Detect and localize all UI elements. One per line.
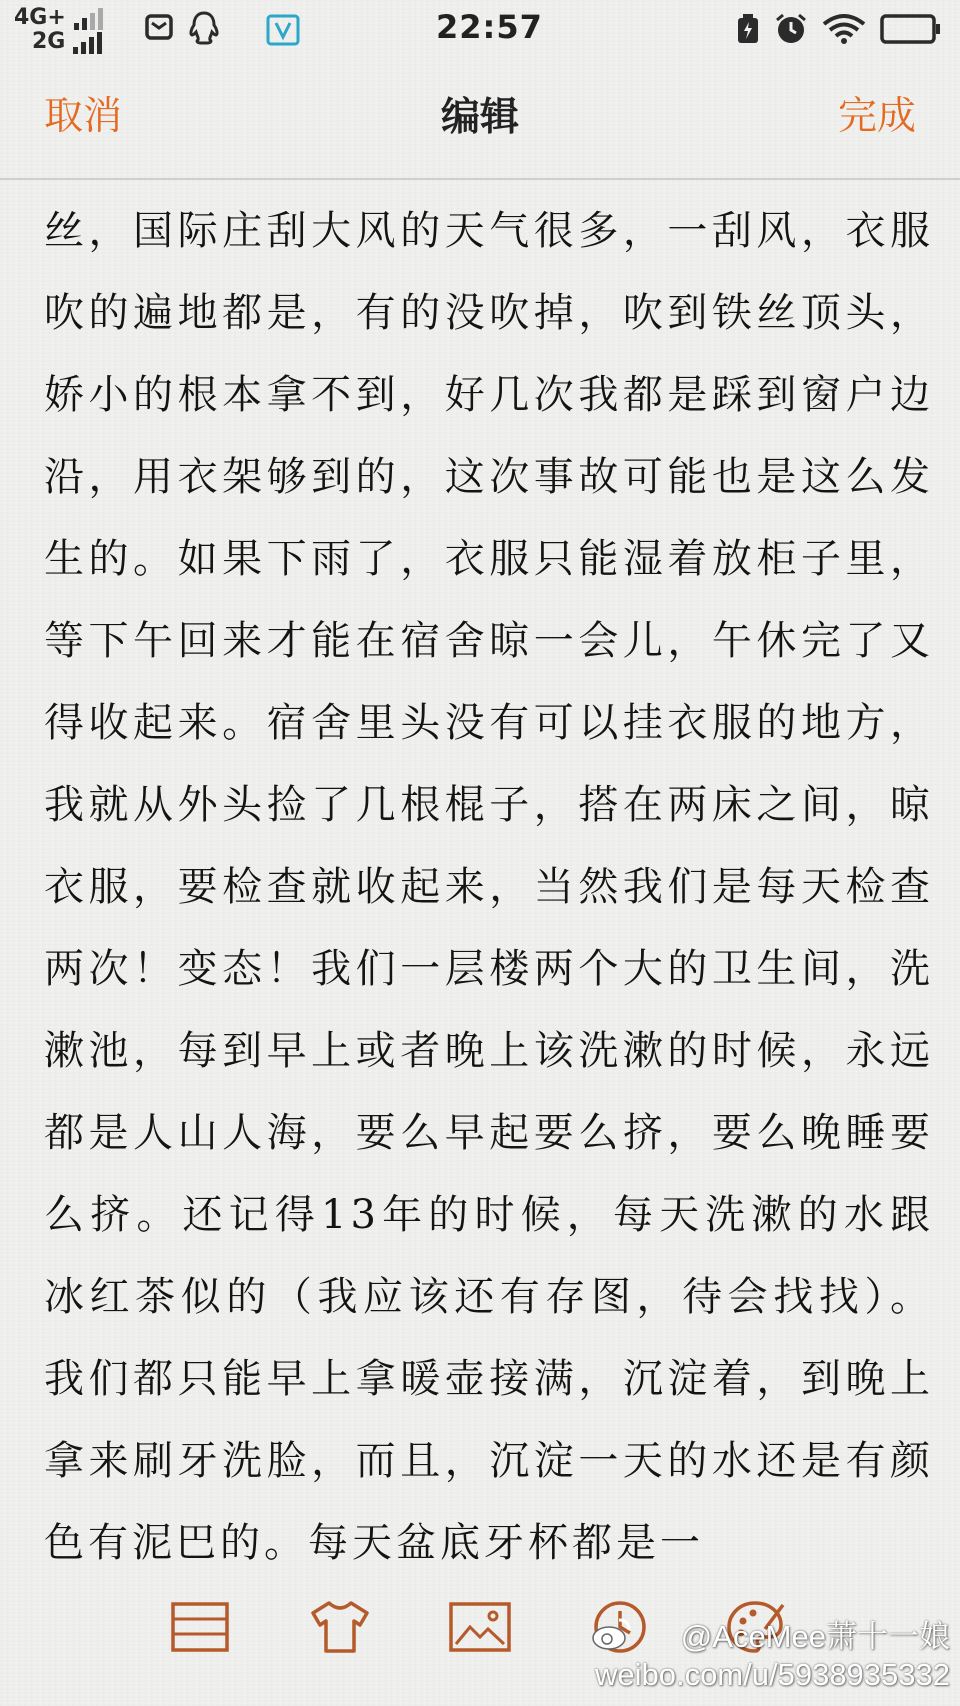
status-bar [0, 0, 960, 56]
palette-icon[interactable] [720, 1592, 790, 1662]
text-editor[interactable] [44, 190, 934, 1566]
page-title: 编辑 [440, 94, 519, 140]
battery-icon [880, 14, 942, 48]
shirt-icon[interactable] [305, 1592, 375, 1662]
wifi-icon [822, 14, 866, 48]
clock-icon[interactable] [585, 1592, 655, 1662]
editor-text[interactable]: 丝，国际庄刮大风的天气很多，一刮风，衣服吹的遍地都是，有的没吹掉，吹到铁丝顶头，娇小的根本拿不到，好几次我都是踩到窗户边沿，用衣架够到的，这次事故可能也是这么发生的。如果下雨了，衣服只能湿着放柜子里，等下午回来才能在宿舍晾一会儿，午休完了又得收起来。宿舍里头没有可以挂衣服的地方，我就从外头捡了几根棍子，搭在两床之间，晾衣服，要检查就收起来，当然我们是每天检查两次！变态！我们一层楼两个大的卫生间，洗漱池，每到早上或者晚上该洗漱的时候，永远都是人山人海，要么早起要么挤，要么晚睡要么挤。还记得13年的时候，每天洗漱的水跟冰红茶似的（我应该还有存图，待会找找）。我们都只能早上拿暖壶接满，沉淀着，到晚上拿来刷牙洗脸，而且，沉淀一天的水还是有颜色有泥巴的。每天盆底牙杯都是一 [44, 208, 934, 1566]
network-type-primary: 4G+ [14, 5, 66, 30]
signal-bars-icon [74, 8, 103, 30]
battery-saver-icon [736, 14, 760, 48]
network-type-secondary: 2G [32, 29, 66, 54]
list-icon[interactable] [165, 1592, 235, 1662]
image-icon[interactable] [445, 1592, 515, 1662]
qq-icon [187, 10, 221, 50]
v-app-icon [266, 14, 300, 50]
watermark-handle: @AceMee萧十一娘 [680, 1619, 950, 1654]
bottom-toolbar [0, 1592, 960, 1672]
done-button[interactable]: 完成 [837, 94, 916, 139]
network-indicator [14, 6, 103, 54]
navigation-bar [0, 56, 960, 180]
alarm-icon [774, 12, 808, 50]
mail-icon [145, 14, 173, 44]
cancel-button[interactable]: 取消 [44, 94, 123, 139]
status-time: 22:57 [436, 8, 543, 46]
signal-bars-icon [73, 32, 102, 54]
watermark-url: weibo.com/u/5938935332 [594, 1657, 950, 1692]
